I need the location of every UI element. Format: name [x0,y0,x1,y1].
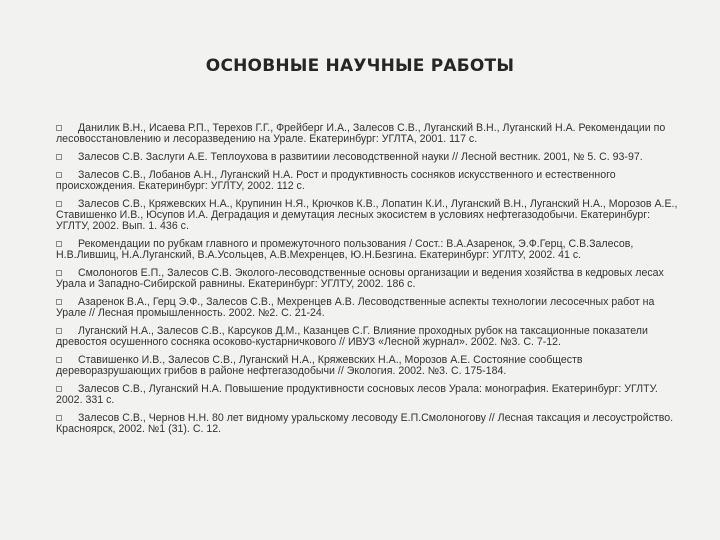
reference-text: Азаренок В.А., Герц Э.Ф., Залесов С.В., Мехренцев А.В. Лесоводственные аспекты технологии лесосечных работ на Урале // Лесная промышленность. 2002. №2. С. 21-24. [56,296,655,320]
square-bullet-icon [56,386,62,392]
list-item [56,384,684,406]
list-item [56,413,684,435]
reference-text: Рекомендации по рубкам главного и промежуточного пользования / Сост.: В.А.Азаренок, Э.Ф.Герц, С.В.Залесов, Н.В.Лившиц, Н.А.Луганский, В.А.Усольцев, А.В.Мехренцев, Ю.Н.Безгина. Екатеринбург: УГЛТУ, 2002. 41 с. [56,238,634,262]
square-bullet-icon [56,201,62,207]
reference-text: Луганский Н.А., Залесов С.В., Карсуков Д.М., Казанцев С.Г. Влияние проходных рубок на таксационные показатели древостоя осушенного сосняка осоково-кустарничкового // ИВУЗ «Лесной журнал». 2002. №3. С. 7-12. [56,325,648,349]
reference-list [56,123,684,442]
list-item [56,152,684,163]
list-item [56,268,684,290]
list-item [56,355,684,377]
square-bullet-icon [56,299,62,305]
reference-text: Залесов С.В., Луганский Н.А. Повышение продуктивности сосновых лесов Урала: монография. Екатеринбург: УГЛТУ. 2002. 331 с. [56,383,658,407]
square-bullet-icon [56,415,62,421]
list-item [56,326,684,348]
list-item [56,170,684,192]
list-item [56,297,684,319]
square-bullet-icon [56,241,62,247]
reference-text: Данилик В.Н., Исаева Р.П., Терехов Г.Г., Фрейберг И.А., Залесов С.В., Луганский В.Н., Луганский Н.А. Рекомендации по лесовосстановлению и лесоразведению на Урале. Екатеринбург: УГЛТА, 2001. 117 с. [56,122,666,146]
page-title: ОСНОВНЫЕ НАУЧНЫЕ РАБОТЫ [205,56,515,76]
reference-text: Смолоногов Е.П., Залесов С.В. Эколого-лесоводственные основы организации и ведения хозяйства в кедровых лесах Урала и Западно-Сибирской равнины. Екатеринбург: УГЛТУ, 2002. 186 с. [56,267,664,291]
list-item [56,239,684,261]
reference-text: Залесов С.В., Кряжевских Н.А., Крупинин Н.Я., Крючков К.В., Лопатин К.И., Луганский В.Н., Луганский Н.А., Морозов А.Е., Ставишенко И.В., Юсупов И.А. Деградация и демутация лесных экосистем в условиях нефтегазодобычи. Екатеринбург: УГЛТУ, 2002. Вып. 1. 436 с. [56,197,678,233]
reference-text: Залесов С.В., Чернов Н.Н. 80 лет видному уральскому лесоводу Е.П.Смолоногову // Лесная таксация и лесоустройство. Красноярск, 2002. №1 (31). С. 12. [56,412,674,436]
square-bullet-icon [56,357,62,363]
list-item [56,199,684,233]
square-bullet-icon [56,154,62,160]
square-bullet-icon [56,328,62,334]
list-item [56,123,684,145]
reference-text: Ставишенко И.В., Залесов С.В., Луганский Н.А., Кряжевских Н.А., Морозов А.Е. Состояние сообществ дереворазрушающих грибов в районе нефтегазодобычи // Экология. 2002. №3. С. 175-184. [56,354,583,378]
square-bullet-icon [56,270,62,276]
reference-text: Залесов С.В., Лобанов А.Н., Луганский Н.А. Рост и продуктивность сосняков искусственного и естественного происхождения. Екатеринбург: УГЛТУ, 2002. 112 с. [56,168,616,192]
reference-text: Залесов С.В. Заслуги А.Е. Теплоухова в развитиии лесоводственной науки // Лесной вестник. 2001, № 5. С. 93-97. [78,151,643,163]
square-bullet-icon [56,125,62,131]
square-bullet-icon [56,172,62,178]
